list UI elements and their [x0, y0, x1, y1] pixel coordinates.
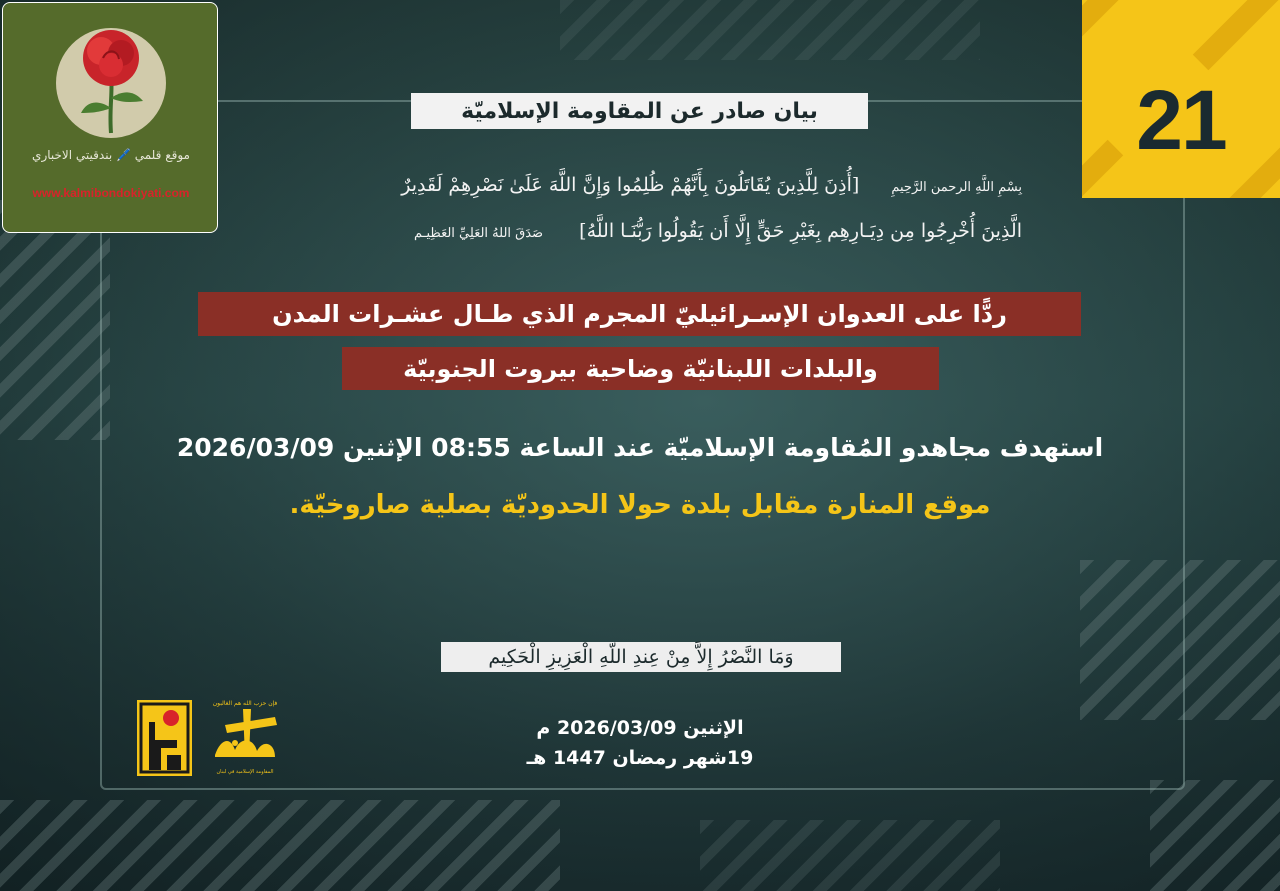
page-title: بيان صادر عن المقاومة الإسلاميّة: [411, 93, 868, 129]
emblem-logo-icon: [137, 700, 192, 776]
closing-verse: وَمَا النَّصْرُ إِلاَّ مِنْ عِندِ اللّهِ الْعَزِيزِ الْحَكِيم: [441, 642, 841, 672]
badge-stripe: [1082, 0, 1133, 70]
verse-text-2: الَّذِينَ أُخْرِجُوا مِن دِيَـارِهِم بِغَيْرِ حَقٍّ إِلَّا أَن يَقُولُوا رَبُّنَـا اللَّهُ]: [579, 220, 1022, 242]
banner-line-2: والبلدات اللبنانيّة وضاحية بيروت الجنوبيّة: [342, 347, 939, 390]
source-logo: [2, 2, 218, 233]
statement-text: استهدف مجاهدو المُقاومة الإسلاميّة عند الساعة 08:55 الإثنين 2026/03/09: [176, 433, 1104, 462]
sadaq-text: صَدَقَ اللهُ العَلِيِّ العَظِيـم: [414, 226, 544, 241]
bismillah-text: بِسْمِ اللَّهِ الرحمن الرَّحِيمِ: [891, 180, 1022, 195]
svg-text:ﺍﻟﻤﻘﺎﻭﻣﺔ ﺍﻹﺳﻼﻣﻴﺔ ﻓﻲ ﻟﺒﻨﺎﻥ: ﺍﻟﻤﻘﺎﻭﻣﺔ ﺍﻹﺳﻼﻣﻴﺔ ﻓﻲ ﻟﺒﻨﺎﻥ: [216, 769, 274, 775]
statement-target: موقع المنارة مقابل بلدة حولا الحدوديّة بصلية صاروخيّة.: [289, 490, 991, 520]
verse-line-2: [414, 220, 1022, 242]
statement-number-badge: [1082, 0, 1280, 198]
stripe-decoration: [0, 200, 110, 440]
date-gregorian: الإثنين 2026/03/09 م: [536, 717, 744, 739]
date-hijri: 19شهر رمضان 1447 هـ: [526, 747, 754, 769]
flag-emblem-icon: [205, 695, 285, 785]
banner-line-1: ردًّا على العدوان الإسـرائيليّ المجرم الذي طـال عشـرات المدن: [198, 292, 1081, 336]
stripe-decoration: [560, 0, 980, 60]
source-caption: موقع قلمي 🖊️ بندقيتي الاخباري: [32, 148, 190, 162]
statement-number: 21: [1136, 73, 1226, 167]
verse-text-1: [أُذِنَ لِلَّذِينَ يُقَاتَلُونَ بِأَنَّهُمْ ظُلِمُوا وَإِنَّ اللَّهَ عَلَىٰ نَصْرِهِمْ لَقَدِيرٌ: [401, 174, 860, 196]
rose-icon: [51, 13, 171, 143]
svg-text:ﻓﺈﻥ ﺣﺰﺏ ﺍﻟﻠﻪ ﻫﻢ ﺍﻟﻐﺎﻟﺒﻮﻥ: ﻓﺈﻥ ﺣﺰﺏ ﺍﻟﻠﻪ ﻫﻢ ﺍﻟﻐﺎﻟﺒﻮﻥ: [212, 700, 278, 707]
source-url: www.kalmibondokiyati.com: [32, 186, 190, 200]
stripe-decoration: [1150, 780, 1280, 891]
verse-line-1: [401, 174, 1022, 196]
stripe-decoration: [0, 800, 560, 891]
stripe-decoration: [700, 820, 1000, 891]
badge-stripe: [1193, 0, 1280, 70]
